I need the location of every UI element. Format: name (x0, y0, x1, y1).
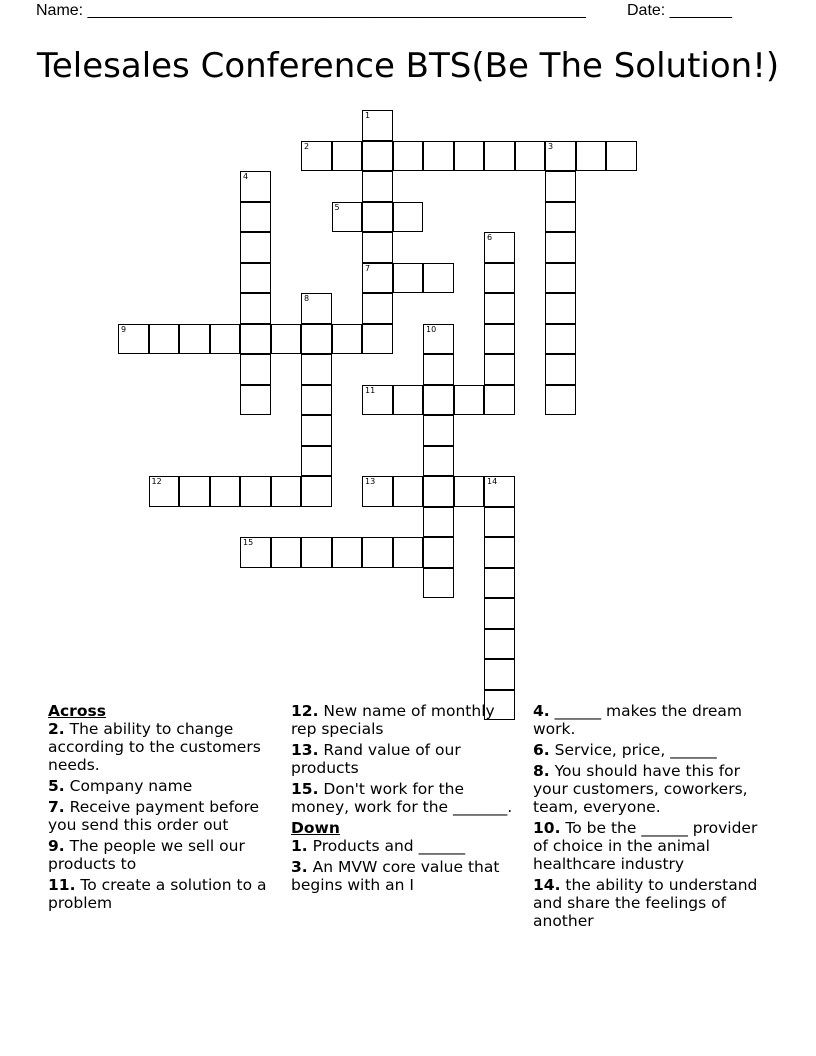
page-title: Telesales Conference BTS(Be The Solution!) (36, 46, 780, 86)
grid-cell[interactable] (362, 232, 393, 263)
clue-item (48, 837, 278, 873)
grid-cell[interactable] (301, 293, 332, 324)
clue-item (533, 876, 773, 930)
clue-text: An MVW core value that begins with an I (291, 858, 500, 894)
grid-cell[interactable] (545, 293, 576, 324)
grid-cell[interactable] (484, 293, 515, 324)
clue-number: 14. (533, 876, 561, 894)
clue-number: 11. (48, 876, 76, 894)
down-heading: Down (291, 819, 340, 837)
grid-cell[interactable] (271, 537, 302, 568)
grid-cell[interactable] (423, 354, 454, 385)
clue-text: the ability to understand and share the feelings of another (533, 876, 758, 930)
grid-cell[interactable] (515, 141, 546, 172)
grid-cell[interactable] (393, 385, 424, 416)
clue-number: 5. (48, 777, 65, 795)
grid-cell[interactable] (423, 537, 454, 568)
grid-cell[interactable] (362, 110, 393, 141)
grid-cell[interactable] (423, 568, 454, 599)
cell-number: 3 (548, 141, 554, 151)
grid-cell[interactable] (423, 385, 454, 416)
grid-cell[interactable] (332, 324, 363, 355)
grid-cell[interactable] (332, 202, 363, 233)
grid-cell[interactable] (362, 537, 393, 568)
cell-number: 2 (304, 141, 310, 151)
across-heading: Across (48, 702, 106, 720)
down-clues (533, 702, 773, 933)
grid-cell[interactable] (423, 141, 454, 172)
clue-text: The people we sell our products to (48, 837, 245, 873)
clue-number: 13. (291, 741, 319, 759)
cell-number: 1 (365, 111, 371, 120)
cell-number: 8 (304, 294, 310, 303)
clue-number: 6. (533, 741, 550, 759)
grid-cell[interactable] (423, 324, 454, 355)
cell-number: 4 (243, 172, 249, 181)
cell-number: 9 (121, 324, 127, 334)
grid-cell[interactable] (332, 141, 363, 172)
grid-cell[interactable] (240, 354, 271, 385)
clue-item (291, 837, 516, 855)
clue-text: The ability to change according to the customers needs. (48, 720, 261, 774)
grid-cell[interactable] (149, 324, 180, 355)
clue-text: Rand value of our products (291, 741, 461, 777)
grid-cell[interactable] (484, 659, 515, 690)
cell-number: 12 (151, 477, 162, 486)
cell-number: 5 (334, 202, 340, 212)
grid-cell[interactable] (606, 141, 637, 172)
clue-item (533, 741, 773, 759)
grid-cell[interactable] (240, 476, 271, 507)
clue-text: Don't work for the money, work for the _______. (291, 780, 513, 816)
grid-cell[interactable] (301, 446, 332, 477)
clue-number: 9. (48, 837, 65, 855)
grid-cell[interactable] (118, 324, 149, 355)
clue-text: Service, price, ______ (554, 741, 717, 759)
grid-cell[interactable] (301, 476, 332, 507)
clue-item (48, 876, 278, 912)
grid-cell[interactable] (484, 629, 515, 660)
clue-number: 3. (291, 858, 308, 876)
grid-cell[interactable] (301, 354, 332, 385)
grid-cell[interactable] (423, 263, 454, 294)
grid-cell[interactable] (332, 537, 363, 568)
clue-text: New name of monthly rep specials (291, 702, 495, 738)
grid-cell[interactable] (362, 476, 393, 507)
cell-number: 7 (365, 263, 371, 273)
grid-cell[interactable] (484, 324, 515, 355)
grid-cell[interactable] (362, 202, 393, 233)
grid-cell[interactable] (545, 171, 576, 202)
grid-cell[interactable] (362, 324, 393, 355)
grid-cell[interactable] (545, 385, 576, 416)
grid-cell[interactable] (210, 324, 241, 355)
grid-cell[interactable] (301, 537, 332, 568)
grid-cell[interactable] (393, 141, 424, 172)
grid-cell[interactable] (271, 324, 302, 355)
grid-cell[interactable] (423, 476, 454, 507)
clue-number: 1. (291, 837, 308, 855)
cell-number: 14 (487, 477, 498, 486)
cell-number: 15 (243, 538, 254, 547)
grid-cell[interactable] (393, 537, 424, 568)
grid-cell[interactable] (240, 293, 271, 324)
clue-item (48, 777, 278, 795)
grid-cell[interactable] (240, 537, 271, 568)
grid-cell[interactable] (362, 293, 393, 324)
grid-cell[interactable] (484, 232, 515, 263)
grid-cell[interactable] (454, 385, 485, 416)
clue-number: 10. (533, 819, 561, 837)
date-field: Date: _______ (627, 2, 732, 19)
grid-cell[interactable] (423, 415, 454, 446)
grid-cell[interactable] (362, 171, 393, 202)
grid-cell[interactable] (301, 324, 332, 355)
across-clues-continued (291, 702, 516, 897)
grid-cell[interactable] (179, 476, 210, 507)
clue-text: To create a solution to a problem (48, 876, 267, 912)
grid-cell[interactable] (393, 202, 424, 233)
clue-item (48, 720, 278, 774)
grid-cell[interactable] (423, 446, 454, 477)
grid-cell[interactable] (484, 507, 515, 538)
grid-cell[interactable] (484, 598, 515, 629)
grid-cell[interactable] (301, 415, 332, 446)
name-field: Name: ________________________________________________________ (36, 2, 586, 19)
clue-number: 15. (291, 780, 319, 798)
grid-cell[interactable] (240, 232, 271, 263)
grid-cell[interactable] (545, 354, 576, 385)
grid-cell[interactable] (271, 476, 302, 507)
clue-text: ______ makes the dream work. (533, 702, 742, 738)
grid-cell[interactable] (484, 141, 515, 172)
grid-cell[interactable] (393, 476, 424, 507)
across-clues (48, 702, 278, 915)
clue-item (291, 858, 516, 894)
grid-cell[interactable] (301, 141, 332, 172)
clue-item (533, 762, 773, 816)
grid-cell[interactable] (545, 141, 576, 172)
clue-item (291, 702, 516, 738)
grid-cell[interactable] (484, 568, 515, 599)
clue-item (533, 702, 773, 738)
grid-cell[interactable] (454, 141, 485, 172)
grid-cell[interactable] (545, 263, 576, 294)
clue-text: To be the ______ provider of choice in the animal healthcare industry (533, 819, 758, 873)
grid-cell[interactable] (423, 507, 454, 538)
clue-number: 2. (48, 720, 65, 738)
clue-number: 8. (533, 762, 550, 780)
grid-cell[interactable] (240, 171, 271, 202)
clue-item (48, 798, 278, 834)
clue-number: 7. (48, 798, 65, 816)
clue-item (533, 819, 773, 873)
cell-number: 11 (365, 385, 376, 395)
clue-text: Receive payment before you send this order out (48, 798, 260, 834)
clue-number: 4. (533, 702, 550, 720)
grid-cell[interactable] (210, 476, 241, 507)
clue-text: You should have this for your customers, coworkers, team, everyone. (533, 762, 748, 816)
grid-cell[interactable] (545, 202, 576, 233)
grid-cell[interactable] (362, 385, 393, 416)
clue-number: 12. (291, 702, 319, 720)
grid-cell[interactable] (240, 324, 271, 355)
cell-number: 13 (365, 477, 376, 486)
grid-cell[interactable] (240, 263, 271, 294)
grid-cell[interactable] (393, 263, 424, 294)
grid-cell[interactable] (484, 537, 515, 568)
clue-item (291, 780, 516, 816)
clue-text: Company name (69, 777, 193, 795)
grid-cell[interactable] (484, 476, 515, 507)
grid-cell[interactable] (545, 232, 576, 263)
grid-cell[interactable] (484, 385, 515, 416)
grid-cell[interactable] (179, 324, 210, 355)
grid-cell[interactable] (484, 354, 515, 385)
grid-cell[interactable] (301, 385, 332, 416)
grid-cell[interactable] (240, 202, 271, 233)
grid-cell[interactable] (484, 263, 515, 294)
clue-text: Products and ______ (312, 837, 466, 855)
grid-cell[interactable] (149, 476, 180, 507)
grid-cell[interactable] (240, 385, 271, 416)
clue-item (291, 741, 516, 777)
grid-cell[interactable] (362, 141, 393, 172)
grid-cell[interactable] (545, 324, 576, 355)
grid-cell[interactable] (362, 263, 393, 294)
cell-number: 6 (487, 233, 493, 242)
grid-cell[interactable] (576, 141, 607, 172)
cell-number: 10 (426, 324, 437, 334)
grid-cell[interactable] (454, 476, 485, 507)
